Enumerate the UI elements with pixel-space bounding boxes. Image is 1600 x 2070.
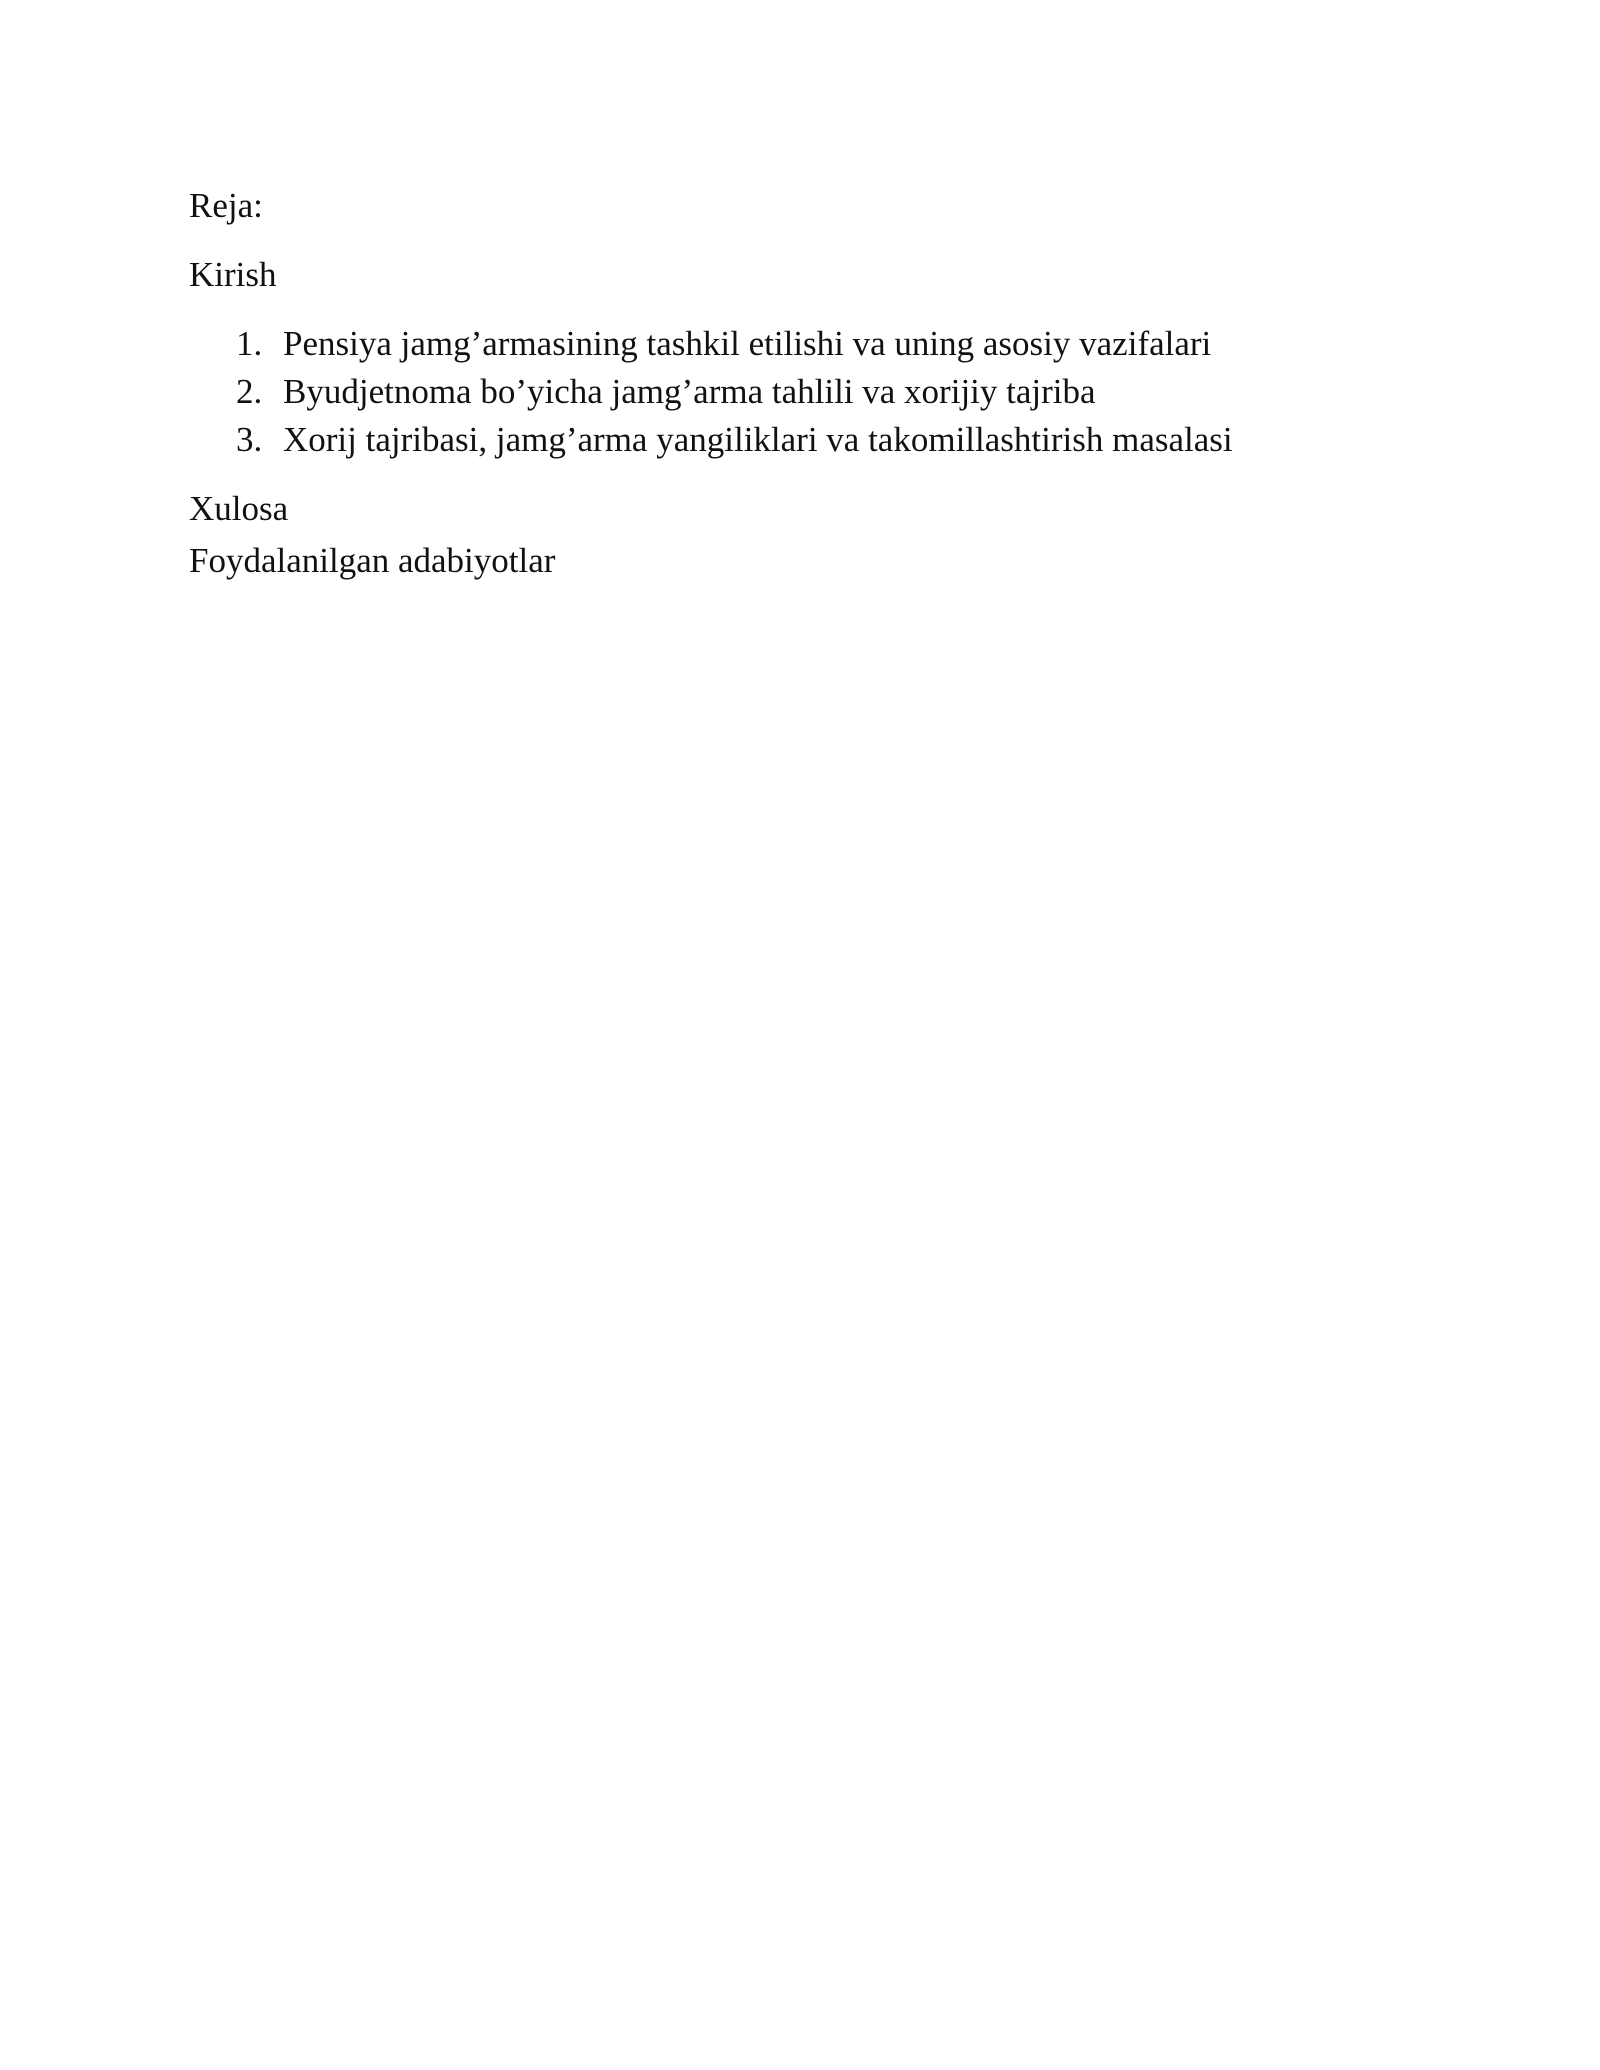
intro-item: Kirish <box>189 255 277 294</box>
plan-heading: Reja: <box>189 186 263 225</box>
document-body <box>189 182 1409 585</box>
outline-item <box>189 320 1409 368</box>
outline-number: 1. <box>236 324 263 363</box>
outline-list <box>189 320 1409 464</box>
conclusion-item: Xulosa <box>189 489 289 528</box>
outline-text: Pensiya jamg’armasining tashkil etilishi va uning asosiy vazifalari <box>283 324 1212 363</box>
outline-item <box>189 416 1409 464</box>
outline-text: Byudjetnoma bo’yicha jamg’arma tahlili va xorijiy tajriba <box>283 372 1096 411</box>
references-item: Foydalanilgan adabiyotlar <box>189 541 556 580</box>
outline-number: 2. <box>236 372 263 411</box>
outline-text: Xorij tajribasi, jamg’arma yangiliklari va takomillashtirish masalasi <box>283 420 1233 459</box>
outline-number: 3. <box>236 420 263 459</box>
outline-item <box>189 368 1409 416</box>
